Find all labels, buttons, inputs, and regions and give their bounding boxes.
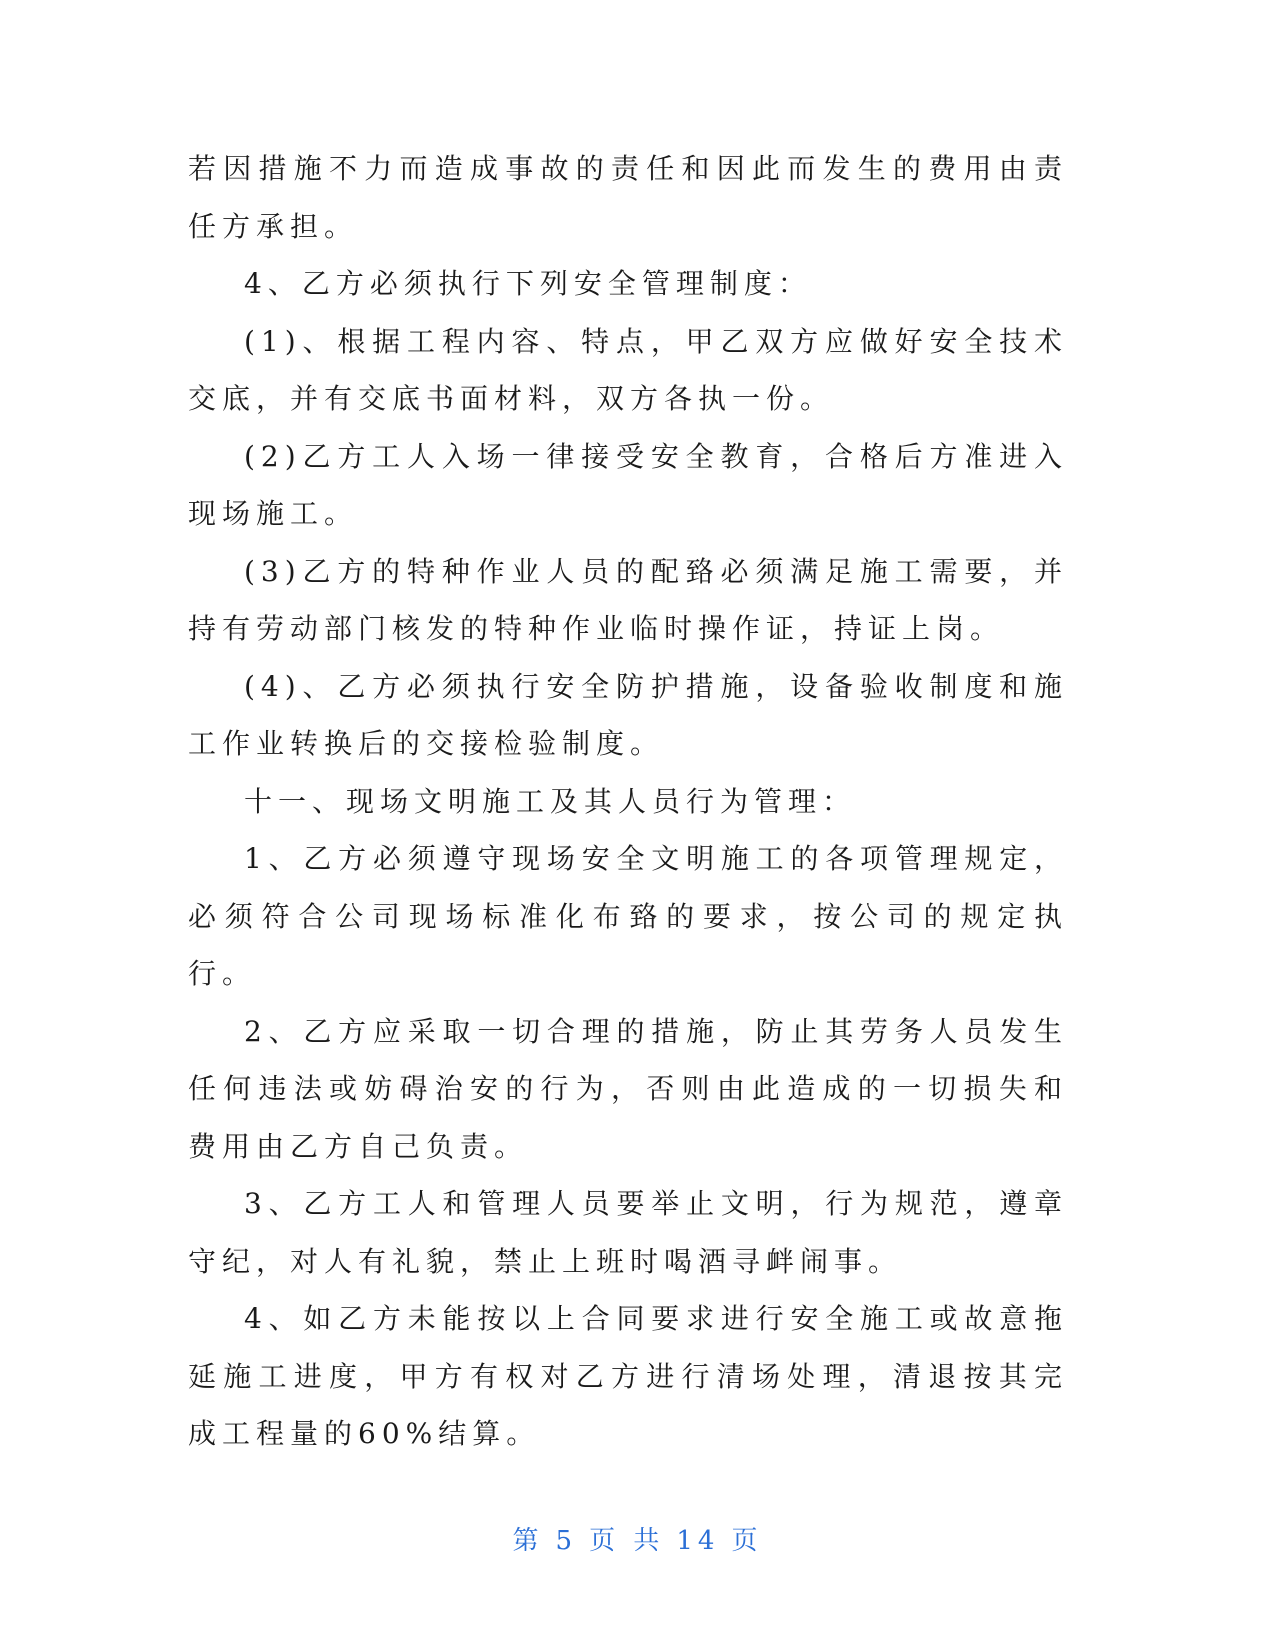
paragraph: 3、乙方工人和管理人员要举止文明，行为规范，遵章守纪，对人有礼貌，禁止上班时喝酒寻衅闹事。 (188, 1187, 1068, 1278)
footer-suffix: 页 (731, 1526, 763, 1556)
footer-middle: 页 共 (589, 1526, 665, 1556)
page-number-footer (0, 1520, 1275, 1557)
paragraph: 若因措施不力而造成事故的责任和因此而发生的费用由责任方承担。 (188, 152, 1068, 243)
paragraph: (4)、乙方必须执行安全防护措施，设备验收制度和施工作业转换后的交接检验制度。 (188, 669, 1068, 760)
paragraph: (1)、根据工程内容、特点，甲乙双方应做好安全技术交底，并有交底书面材料，双方各执一份。 (188, 324, 1068, 415)
footer-prefix: 第 (512, 1526, 544, 1556)
paragraph: (3)乙方的特种作业人员的配臵必须满足施工需要，并持有劳动部门核发的特种作业临时操作证，持证上岗。 (188, 554, 1068, 645)
current-page-number: 5 (555, 1526, 578, 1556)
paragraph: (2)乙方工人入场一律接受安全教育，合格后方准进入现场施工。 (188, 439, 1068, 530)
paragraph: 1、乙方必须遵守现场安全文明施工的各项管理规定，必须符合公司现场标准化布臵的要求，按公司的规定执行。 (188, 842, 1068, 990)
paragraph: 4、如乙方未能按以上合同要求进行安全施工或故意拖延施工进度，甲方有权对乙方进行清场处理，清退按其完成工程量的60%结算。 (188, 1302, 1068, 1450)
paragraph: 2、乙方应采取一切合理的措施，防止其劳务人员发生任何违法或妨碍治安的行为，否则由此造成的一切损失和费用由乙方自己负责。 (188, 1014, 1068, 1163)
document-body (188, 140, 1068, 1463)
paragraph: 4、乙方必须执行下列安全管理制度： (244, 267, 812, 300)
total-pages-number: 14 (676, 1526, 720, 1556)
section-heading: 十一、现场文明施工及其人员行为管理： (244, 784, 857, 818)
